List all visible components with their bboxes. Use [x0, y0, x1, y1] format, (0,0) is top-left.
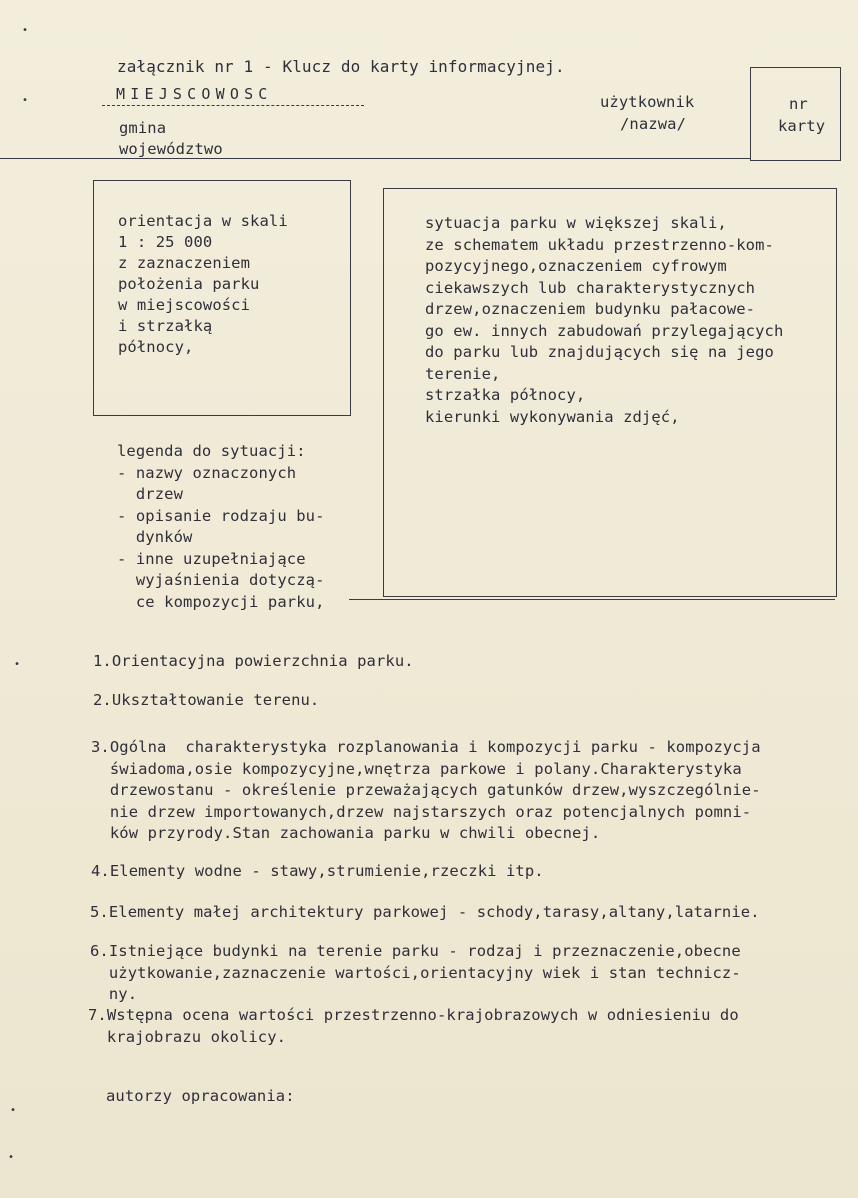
voivodeship-label: województwo — [119, 140, 223, 158]
right-box-line: go ew. innych zabudowań przylegających — [425, 321, 784, 340]
situation-box-baseline — [349, 599, 835, 600]
margin-speck: • — [22, 25, 29, 36]
right-box-line: pozycyjnego,oznaczeniem cyfrowym — [425, 257, 727, 275]
item-3-line: ków przyrody.Stan zachowania parku w chwili obecnej. — [91, 824, 601, 842]
left-box-line: 1 : 25 000 — [118, 233, 213, 251]
right-box-line: sytuacja parku w większej skali, — [425, 214, 727, 232]
legend-line: legenda do sytuacji: — [117, 442, 306, 460]
item-3-line: świadoma,osie kompozycyjne,wnętrza parkowe i polany.Charakterystyka — [91, 759, 742, 778]
legend-line: wyjaśnienia dotyczą- — [117, 571, 325, 589]
legend-line: - nazwy oznaczonych — [117, 463, 297, 482]
right-box-line: ciekawszych lub charakterystycznych — [425, 278, 756, 297]
locality-label: MIEJSCOWOSC — [116, 85, 273, 103]
item-1: 1.Orientacyjna powierzchnia parku. — [93, 652, 414, 670]
legend-line: drzew — [117, 485, 184, 503]
left-box-line: orientacja w skali — [118, 212, 288, 230]
legend-line: - opisanie rodzaju bu- — [117, 506, 325, 525]
authors-label: autorzy opracowania: — [106, 1087, 295, 1105]
header-separator — [0, 158, 750, 159]
margin-speck: • — [10, 1105, 17, 1116]
right-box-line: terenie, — [425, 364, 501, 383]
right-box-line: ze schematem układu przestrzenno-kom- — [425, 235, 774, 254]
left-box-line: położenia parku — [118, 275, 260, 293]
margin-speck: • — [22, 95, 29, 106]
legend-line: dynków — [117, 528, 193, 546]
right-box-line: strzałka północy, — [425, 386, 586, 404]
legend-line: ce kompozycji parku, — [117, 592, 325, 611]
item-3-line: drzewostanu - określenie przeważających gatunków drzew,wyszczególnie- — [91, 781, 761, 799]
item-6-line: użytkowanie,zaznaczenie wartości,orientacyjny wiek i stan technicz- — [90, 963, 741, 982]
user-name-label: /nazwa/ — [620, 115, 687, 133]
margin-speck: • — [14, 659, 21, 670]
item-2: 2.Ukształtowanie terenu. — [93, 691, 320, 709]
commune-label: gmina — [119, 119, 167, 137]
item-3-line: nie drzew importowanych,drzew najstarszych oraz potencjalnych pomni- — [91, 802, 752, 821]
margin-speck: • — [8, 1152, 15, 1163]
legend-line: - inne uzupełniające — [117, 549, 306, 568]
item-7-line: 7.Wstępna ocena wartości przestrzenno-krajobrazowych w odniesieniu do — [88, 1006, 739, 1024]
item-7-line: krajobrazu okolicy. — [88, 1027, 287, 1046]
item-6-line: ny. — [90, 985, 138, 1003]
user-label: użytkownik — [600, 93, 695, 111]
item-5: 5.Elementy małej architektury parkowej - schody,tarasy,altany,latarnie. — [90, 903, 760, 921]
locality-underline — [102, 105, 364, 106]
left-box-line: z zaznaczeniem — [118, 254, 251, 272]
card-number-label-line2: karty — [778, 117, 826, 135]
item-3-line: 3.Ogólna charakterystyka rozplanowania i kompozycji parku - kompozycja — [91, 738, 761, 756]
right-box-line: do parku lub znajdujących się na jego — [425, 343, 774, 361]
item-4: 4.Elementy wodne - stawy,strumienie,rzeczki itp. — [91, 862, 544, 880]
right-box-line: drzew,oznaczeniem budynku pałacowe- — [425, 300, 756, 318]
left-box-line: i strzałką — [118, 317, 213, 335]
attachment-title: załącznik nr 1 - Klucz do karty informacyjnej. — [117, 57, 565, 76]
card-number-label-line1: nr — [789, 95, 808, 113]
left-box-line: w miejscowości — [118, 296, 251, 314]
left-box-line: północy, — [118, 338, 194, 356]
item-6-line: 6.Istniejące budynki na terenie parku - rodzaj i przeznaczenie,obecne — [90, 942, 741, 960]
right-box-line: kierunki wykonywania zdjęć, — [425, 407, 680, 426]
